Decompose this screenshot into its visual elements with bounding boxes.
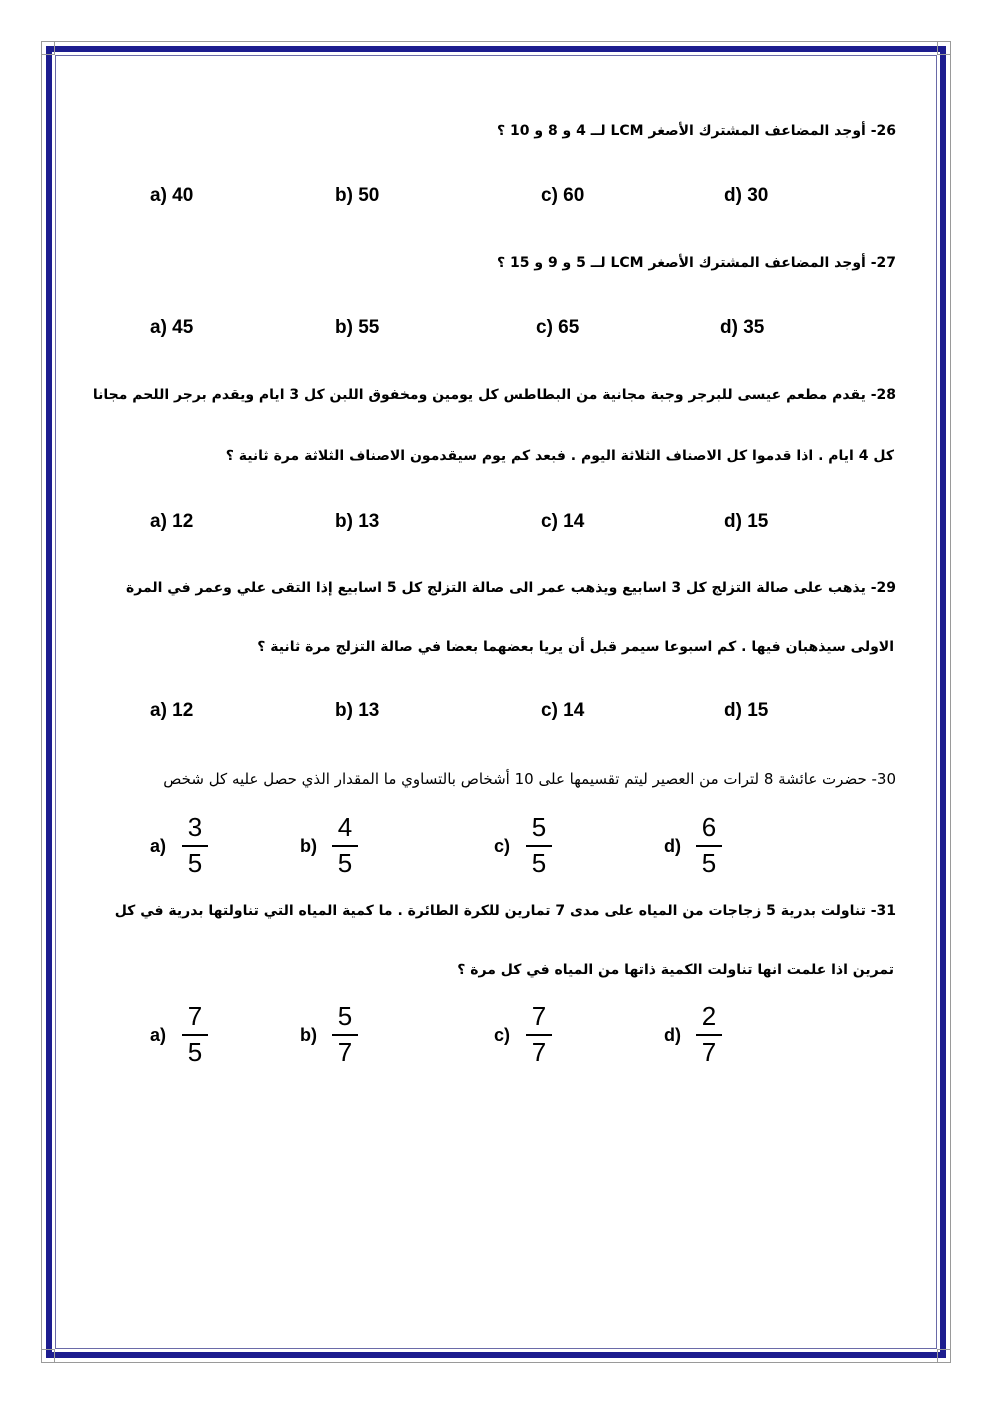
- option-label: b): [300, 836, 317, 856]
- fraction-numerator: 4: [337, 812, 353, 842]
- fraction-denominator: 7: [531, 1037, 547, 1067]
- option-label: d): [664, 836, 681, 856]
- fraction-numerator: 7: [187, 1001, 203, 1031]
- corner-ornament: [41, 1349, 55, 1363]
- corner-ornament: [41, 41, 55, 55]
- question-26-option-c[interactable]: c) 60: [541, 185, 585, 206]
- option-label: c): [494, 1025, 511, 1045]
- fraction-bar: [526, 845, 552, 847]
- fraction-bar: [332, 845, 358, 847]
- question-26-option-d[interactable]: d) 30: [724, 185, 769, 206]
- question-29-option-b[interactable]: b) 13: [335, 700, 380, 721]
- fraction-numerator: 3: [187, 812, 203, 842]
- option-label: d): [664, 1025, 681, 1045]
- fraction-denominator: 5: [187, 848, 203, 878]
- question-27-option-d[interactable]: d) 35: [720, 317, 765, 338]
- fraction-denominator: 5: [701, 848, 717, 878]
- fraction-bar: [526, 1034, 552, 1036]
- fraction-bar: [696, 1034, 722, 1036]
- fraction-denominator: 5: [187, 1037, 203, 1067]
- option-label: b): [300, 1025, 317, 1045]
- question-27-option-a[interactable]: a) 45: [150, 317, 194, 338]
- question-27-option-c[interactable]: c) 65: [536, 317, 580, 338]
- fraction-denominator: 5: [337, 848, 353, 878]
- fraction-denominator: 7: [701, 1037, 717, 1067]
- question-26: 26- أوجد المضاعف المشترك الأصغر LCM لــ 4 و 8 و 10 ؟: [497, 123, 896, 139]
- option-label: a): [150, 1025, 167, 1045]
- fraction-bar: [696, 845, 722, 847]
- corner-ornament: [937, 1349, 951, 1363]
- fraction-numerator: 7: [531, 1001, 547, 1031]
- question-28-option-d[interactable]: d) 15: [724, 511, 769, 532]
- question-29-line-1: 29- يذهب على صالة التزلج كل 3 اسابيع ويذهب عمر الى صالة التزلج كل 5 اسابيع إذا التقى علي وعمر في المرة: [126, 580, 896, 596]
- option-label: a): [150, 836, 167, 856]
- fraction-denominator: 7: [337, 1037, 353, 1067]
- fraction-numerator: 2: [701, 1001, 717, 1031]
- corner-ornament: [937, 41, 951, 55]
- question-29-option-a[interactable]: a) 12: [150, 700, 194, 721]
- question-28-line-1: 28- يقدم مطعم عيسى للبرجر وجبة مجانية من البطاطس كل يومين ومخفوق اللبن كل 3 ايام ويقدم برجر اللحم مجانا: [92, 387, 896, 403]
- question-28-option-a[interactable]: a) 12: [150, 511, 194, 532]
- fraction-numerator: 5: [531, 812, 547, 842]
- question-28-option-c[interactable]: c) 14: [541, 511, 585, 532]
- question-29-line-2: الاولى سيذهبان فيها . كم اسبوعا سيمر قبل أن يريا بعضهما بعضا في صالة التزلج مرة ثانية ؟: [257, 639, 894, 655]
- question-31-line-2: تمرين اذا علمت انها تناولت الكمية ذاتها من المياه في كل مرة ؟: [457, 962, 894, 978]
- question-26-option-a[interactable]: a) 40: [150, 185, 194, 206]
- fraction-denominator: 5: [531, 848, 547, 878]
- option-label: c): [494, 836, 511, 856]
- question-28-option-b[interactable]: b) 13: [335, 511, 380, 532]
- question-30: 30- حضرت عائشة 8 لترات من العصير ليتم تقسيمها على 10 أشخاص بالتساوي ما المقدار الذي حصل عليه كل شخص: [163, 770, 896, 788]
- fraction-bar: [182, 1034, 208, 1036]
- question-29-option-d[interactable]: d) 15: [724, 700, 769, 721]
- question-27: 27- أوجد المضاعف المشترك الأصغر LCM لــ 5 و 9 و 15 ؟: [497, 255, 896, 271]
- fraction-numerator: 5: [337, 1001, 353, 1031]
- fraction-bar: [182, 845, 208, 847]
- fraction-bar: [332, 1034, 358, 1036]
- fraction-numerator: 6: [701, 812, 717, 842]
- question-26-option-b[interactable]: b) 50: [335, 185, 380, 206]
- question-27-option-b[interactable]: b) 55: [335, 317, 380, 338]
- question-29-option-c[interactable]: c) 14: [541, 700, 585, 721]
- question-28-line-2: كل 4 ايام . اذا قدموا كل الاصناف الثلاثة اليوم . فبعد كم يوم سيقدمون الاصناف الثلاثة مرة ثانية ؟: [225, 448, 894, 464]
- question-31-line-1: 31- تناولت بدرية 5 زجاجات من المياه على مدى 7 تمارين للكرة الطائرة . ما كمية المياه التي تناولتها بدرية في كل: [114, 903, 896, 919]
